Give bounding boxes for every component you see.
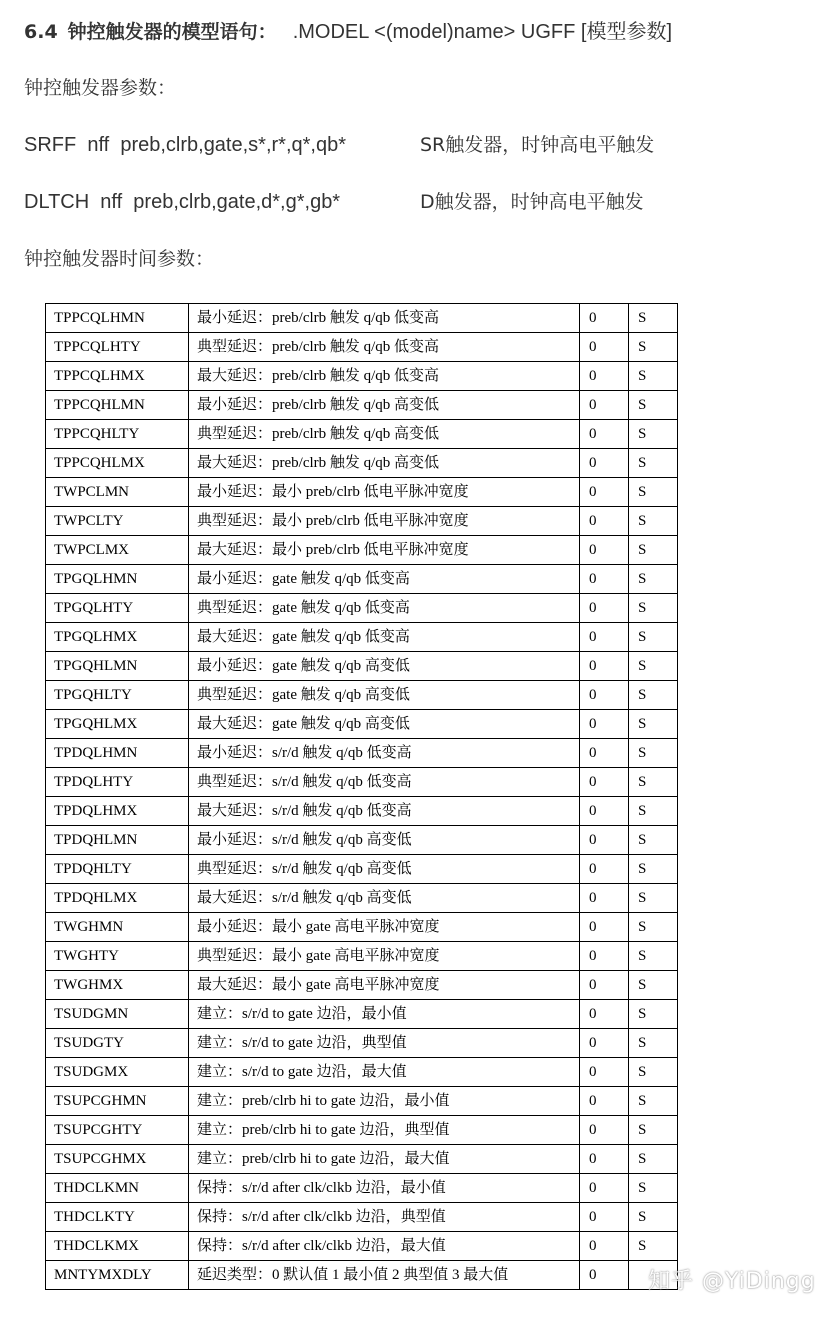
param-unit-cell: S (629, 362, 678, 391)
table-row (46, 420, 678, 449)
param-unit-cell: S (629, 797, 678, 826)
param-desc-cell: 最大延迟：s/r/d 触发 q/qb 高变低 (189, 884, 580, 913)
param-unit-cell: S (629, 1145, 678, 1174)
param-name-cell: TPDQLHMN (46, 739, 189, 768)
param-name-cell: TPDQHLTY (46, 855, 189, 884)
param-unit-cell: S (629, 391, 678, 420)
param-desc-cell: 最大延迟：gate 触发 q/qb 低变高 (189, 623, 580, 652)
param-default-cell: 0 (580, 884, 629, 913)
timing-label: 钟控触发器时间参数： (24, 248, 215, 270)
param-unit-cell: S (629, 739, 678, 768)
param-default-cell: 0 (580, 855, 629, 884)
device-code: SRFF nff preb,clrb,gate,s*,r*,q*,qb* (24, 134, 347, 156)
table-row (46, 565, 678, 594)
param-default-cell: 0 (580, 449, 629, 478)
table-row (46, 594, 678, 623)
param-name-cell: TPPCQLHMX (46, 362, 189, 391)
param-default-cell: 0 (580, 739, 629, 768)
param-name-cell: TPGQLHTY (46, 594, 189, 623)
param-unit-cell: S (629, 768, 678, 797)
param-default-cell: 0 (580, 797, 629, 826)
param-name-cell: TPDQLHMX (46, 797, 189, 826)
param-desc-cell: 保持：s/r/d after clk/clkb 边沿，典型值 (189, 1203, 580, 1232)
param-default-cell: 0 (580, 1116, 629, 1145)
param-name-cell: MNTYMXDLY (46, 1261, 189, 1290)
param-desc-cell: 典型延迟：gate 触发 q/qb 低变高 (189, 594, 580, 623)
param-default-cell: 0 (580, 652, 629, 681)
param-default-cell: 0 (580, 1232, 629, 1261)
param-unit-cell: S (629, 1029, 678, 1058)
param-unit-cell: S (629, 536, 678, 565)
param-default-cell: 0 (580, 420, 629, 449)
param-unit-cell: S (629, 710, 678, 739)
param-default-cell: 0 (580, 565, 629, 594)
table-row (46, 884, 678, 913)
param-name-cell: TPDQLHTY (46, 768, 189, 797)
param-desc-cell: 典型延迟：s/r/d 触发 q/qb 高变低 (189, 855, 580, 884)
param-unit-cell: S (629, 623, 678, 652)
param-name-cell: TSUPCGHMX (46, 1145, 189, 1174)
param-unit-cell: S (629, 1087, 678, 1116)
param-default-cell: 0 (580, 971, 629, 1000)
param-unit-cell: S (629, 594, 678, 623)
table-row (46, 1145, 678, 1174)
param-default-cell: 0 (580, 681, 629, 710)
param-desc-cell: 最小延迟：最小 preb/clrb 低电平脉冲宽度 (189, 478, 580, 507)
param-desc-cell: 典型延迟：preb/clrb 触发 q/qb 低变高 (189, 333, 580, 362)
param-unit-cell: S (629, 478, 678, 507)
param-desc-cell: 典型延迟：s/r/d 触发 q/qb 低变高 (189, 768, 580, 797)
table-row (46, 1261, 678, 1290)
param-unit-cell: S (629, 652, 678, 681)
table-row (46, 536, 678, 565)
device-line-dltch (24, 189, 644, 215)
table-row (46, 1232, 678, 1261)
param-name-cell: TPPCQHLTY (46, 420, 189, 449)
params-label: 钟控触发器参数： (24, 77, 177, 99)
param-desc-cell: 建立：preb/clrb hi to gate 边沿，最大值 (189, 1145, 580, 1174)
table-row (46, 681, 678, 710)
param-default-cell: 0 (580, 1174, 629, 1203)
param-unit-cell: S (629, 884, 678, 913)
param-name-cell: TPPCQLHTY (46, 333, 189, 362)
param-unit-cell: S (629, 507, 678, 536)
param-desc-cell: 最小延迟：preb/clrb 触发 q/qb 高变低 (189, 391, 580, 420)
param-default-cell: 0 (580, 1000, 629, 1029)
param-desc-cell: 最大延迟：preb/clrb 触发 q/qb 低变高 (189, 362, 580, 391)
watermark: 知乎 @YiDingg (648, 1269, 816, 1294)
table-row (46, 942, 678, 971)
param-unit-cell: S (629, 942, 678, 971)
param-name-cell: TWPCLMN (46, 478, 189, 507)
param-unit-cell: S (629, 1232, 678, 1261)
param-name-cell: TWPCLMX (46, 536, 189, 565)
param-unit-cell: S (629, 681, 678, 710)
param-desc-cell: 最大延迟：最小 preb/clrb 低电平脉冲宽度 (189, 536, 580, 565)
param-desc-cell: 建立：s/r/d to gate 边沿，最大值 (189, 1058, 580, 1087)
param-name-cell: TPPCQHLMX (46, 449, 189, 478)
param-desc-cell: 典型延迟：gate 触发 q/qb 高变低 (189, 681, 580, 710)
param-name-cell: TPPCQLHMN (46, 304, 189, 333)
param-desc-cell: 最小延迟：preb/clrb 触发 q/qb 低变高 (189, 304, 580, 333)
table-row (46, 797, 678, 826)
param-desc-cell: 典型延迟：最小 preb/clrb 低电平脉冲宽度 (189, 507, 580, 536)
param-name-cell: TPGQHLTY (46, 681, 189, 710)
param-desc-cell: 延迟类型：0 默认值 1 最小值 2 典型值 3 最大值 (189, 1261, 580, 1290)
param-name-cell: THDCLKMX (46, 1232, 189, 1261)
table-row (46, 333, 678, 362)
param-desc-cell: 最小延迟：s/r/d 触发 q/qb 低变高 (189, 739, 580, 768)
table-row (46, 1058, 678, 1087)
table-row (46, 1087, 678, 1116)
table-row (46, 913, 678, 942)
param-unit-cell: S (629, 1058, 678, 1087)
param-default-cell: 0 (580, 1029, 629, 1058)
param-name-cell: TWPCLTY (46, 507, 189, 536)
param-default-cell: 0 (580, 710, 629, 739)
param-unit-cell: S (629, 1000, 678, 1029)
table-row (46, 623, 678, 652)
param-desc-cell: 保持：s/r/d after clk/clkb 边沿，最小值 (189, 1174, 580, 1203)
param-desc-cell: 最大延迟：最小 gate 高电平脉冲宽度 (189, 971, 580, 1000)
param-desc-cell: 典型延迟：preb/clrb 触发 q/qb 高变低 (189, 420, 580, 449)
section-heading (24, 19, 672, 45)
param-default-cell: 0 (580, 1145, 629, 1174)
param-unit-cell: S (629, 913, 678, 942)
table-row (46, 449, 678, 478)
timing-params-table (45, 303, 677, 1290)
param-default-cell: 0 (580, 1261, 629, 1290)
param-name-cell: THDCLKMN (46, 1174, 189, 1203)
param-name-cell: TPPCQHLMN (46, 391, 189, 420)
heading-title: 钟控触发器的模型语句： (67, 21, 277, 43)
param-name-cell: THDCLKTY (46, 1203, 189, 1232)
param-unit-cell: S (629, 971, 678, 1000)
param-default-cell: 0 (580, 826, 629, 855)
param-desc-cell: 最大延迟：gate 触发 q/qb 高变低 (189, 710, 580, 739)
param-unit-cell: S (629, 333, 678, 362)
table-row (46, 1000, 678, 1029)
param-unit-cell: S (629, 420, 678, 449)
table-row (46, 507, 678, 536)
heading-syntax: .MODEL <(model)name> UGFF [模型参数] (292, 21, 673, 43)
param-name-cell: TSUPCGHTY (46, 1116, 189, 1145)
param-desc-cell: 建立：preb/clrb hi to gate 边沿，典型值 (189, 1116, 580, 1145)
device-line-srff (24, 132, 655, 158)
param-desc-cell: 最小延迟：gate 触发 q/qb 低变高 (189, 565, 580, 594)
device-desc: D触发器，时钟高电平触发 (420, 191, 644, 213)
table-row (46, 362, 678, 391)
param-unit-cell: S (629, 855, 678, 884)
table-row (46, 304, 678, 333)
param-name-cell: TPDQHLMN (46, 826, 189, 855)
table-row (46, 826, 678, 855)
param-default-cell: 0 (580, 536, 629, 565)
param-default-cell: 0 (580, 304, 629, 333)
param-name-cell: TWGHMN (46, 913, 189, 942)
table-row (46, 1203, 678, 1232)
param-name-cell: TPGQHLMN (46, 652, 189, 681)
param-default-cell: 0 (580, 1058, 629, 1087)
param-default-cell: 0 (580, 913, 629, 942)
param-desc-cell: 建立：s/r/d to gate 边沿，典型值 (189, 1029, 580, 1058)
param-desc-cell: 建立：s/r/d to gate 边沿，最小值 (189, 1000, 580, 1029)
param-name-cell: TPGQLHMX (46, 623, 189, 652)
param-name-cell: TSUDGMN (46, 1000, 189, 1029)
param-default-cell: 0 (580, 362, 629, 391)
param-default-cell: 0 (580, 333, 629, 362)
param-default-cell: 0 (580, 478, 629, 507)
table-row (46, 768, 678, 797)
table-row (46, 1116, 678, 1145)
device-code: DLTCH nff preb,clrb,gate,d*,g*,gb* (24, 191, 341, 213)
param-desc-cell: 最小延迟：s/r/d 触发 q/qb 高变低 (189, 826, 580, 855)
param-unit-cell: S (629, 449, 678, 478)
param-unit-cell: S (629, 565, 678, 594)
table-row (46, 710, 678, 739)
param-name-cell: TPGQHLMX (46, 710, 189, 739)
param-unit-cell: S (629, 1203, 678, 1232)
table-row (46, 739, 678, 768)
param-desc-cell: 最大延迟：s/r/d 触发 q/qb 低变高 (189, 797, 580, 826)
param-unit-cell: S (629, 826, 678, 855)
param-desc-cell: 典型延迟：最小 gate 高电平脉冲宽度 (189, 942, 580, 971)
table-row (46, 971, 678, 1000)
table-row (46, 1029, 678, 1058)
device-desc: SR触发器，时钟高电平触发 (420, 134, 655, 156)
param-name-cell: TPGQLHMN (46, 565, 189, 594)
table-row (46, 1174, 678, 1203)
table-row (46, 855, 678, 884)
param-default-cell: 0 (580, 623, 629, 652)
param-default-cell: 0 (580, 1203, 629, 1232)
param-default-cell: 0 (580, 768, 629, 797)
param-unit-cell: S (629, 304, 678, 333)
param-desc-cell: 建立：preb/clrb hi to gate 边沿，最小值 (189, 1087, 580, 1116)
table-row (46, 391, 678, 420)
param-desc-cell: 最小延迟：最小 gate 高电平脉冲宽度 (189, 913, 580, 942)
param-unit-cell: S (629, 1174, 678, 1203)
param-name-cell: TPDQHLMX (46, 884, 189, 913)
param-default-cell: 0 (580, 507, 629, 536)
param-name-cell: TSUPCGHMN (46, 1087, 189, 1116)
param-unit-cell: S (629, 1116, 678, 1145)
param-desc-cell: 保持：s/r/d after clk/clkb 边沿，最大值 (189, 1232, 580, 1261)
param-default-cell: 0 (580, 594, 629, 623)
param-name-cell: TSUDGMX (46, 1058, 189, 1087)
table-row (46, 478, 678, 507)
param-desc-cell: 最大延迟：preb/clrb 触发 q/qb 高变低 (189, 449, 580, 478)
param-name-cell: TSUDGTY (46, 1029, 189, 1058)
param-name-cell: TWGHMX (46, 971, 189, 1000)
param-default-cell: 0 (580, 391, 629, 420)
param-desc-cell: 最小延迟：gate 触发 q/qb 高变低 (189, 652, 580, 681)
param-name-cell: TWGHTY (46, 942, 189, 971)
heading-number: 6.4 (24, 21, 58, 43)
param-default-cell: 0 (580, 942, 629, 971)
table-row (46, 652, 678, 681)
param-default-cell: 0 (580, 1087, 629, 1116)
